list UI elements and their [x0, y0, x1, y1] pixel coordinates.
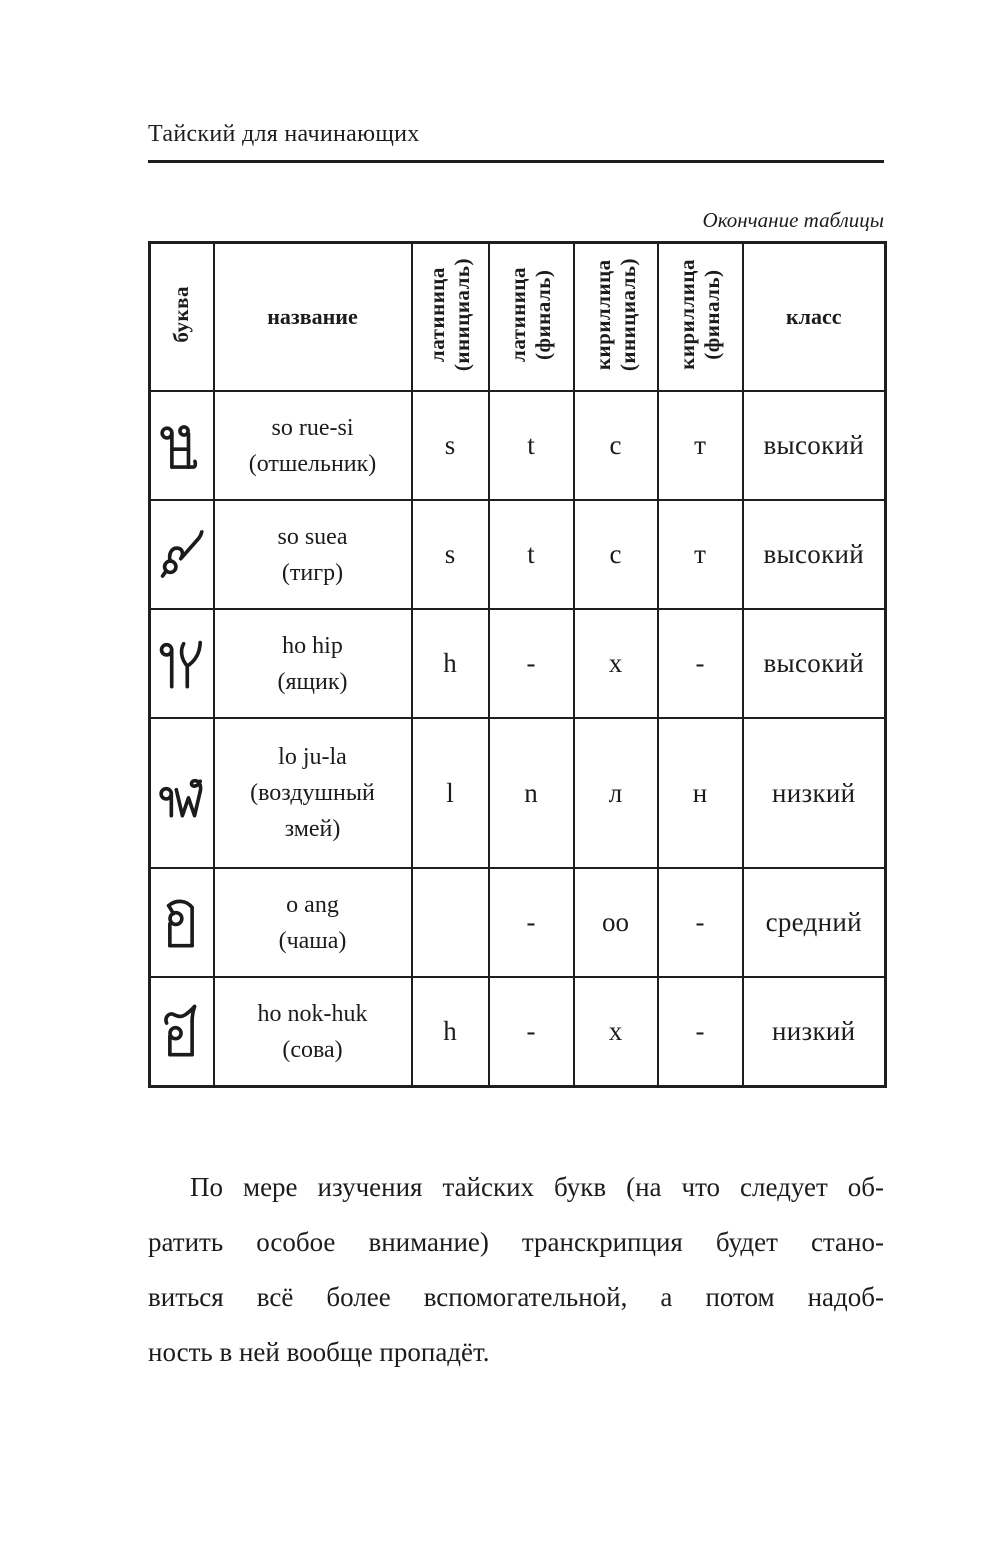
cell-latin-final: -	[489, 609, 574, 718]
running-head-rule	[148, 160, 884, 163]
cell-class: высокий	[743, 609, 886, 718]
cell-latin-initial: l	[412, 718, 489, 868]
cell-cyrillic-final: т	[658, 500, 743, 609]
col-header-latin-final	[489, 243, 574, 392]
cell-class: высокий	[743, 500, 886, 609]
cell-class: низкий	[743, 977, 886, 1087]
cell-latin-final: t	[489, 391, 574, 500]
cell-cyrillic-initial: х	[574, 977, 658, 1087]
name-line: (сова)	[282, 1036, 343, 1063]
col-header-cyrillic-initial	[574, 243, 658, 392]
thai-letter-lo-chula-glyph	[156, 759, 208, 827]
cell-cyrillic-final: -	[658, 977, 743, 1087]
consonant-table	[148, 241, 887, 1088]
col-header-cyrillic-initial-line2: (инициаль)	[615, 257, 640, 372]
cell-letter	[150, 718, 214, 868]
cell-latin-initial	[412, 868, 489, 977]
cell-latin-initial: s	[412, 500, 489, 609]
col-header-latin-initial-line2: (инициаль)	[450, 257, 474, 372]
col-header-cyrillic-final-line2: (финаль)	[700, 269, 724, 360]
table-row	[150, 718, 886, 868]
running-head-title: Тайский для начинающих	[148, 121, 420, 147]
name-line: (чаша)	[278, 927, 347, 954]
table-row	[150, 391, 886, 500]
cell-cyrillic-initial: с	[574, 391, 658, 500]
name-line: so rue-si	[271, 414, 354, 441]
cell-name	[214, 391, 412, 500]
cell-name	[214, 609, 412, 718]
name-line: so suea	[277, 523, 348, 550]
table-header-row	[150, 243, 886, 392]
cell-name	[214, 977, 412, 1087]
cell-cyrillic-initial: х	[574, 609, 658, 718]
paragraph-line: ность в ней вообще пропадёт.	[148, 1337, 490, 1367]
cell-cyrillic-initial: л	[574, 718, 658, 868]
cell-cyrillic-initial: с	[574, 500, 658, 609]
cell-name	[214, 718, 412, 868]
cell-name	[214, 868, 412, 977]
cell-letter	[150, 500, 214, 609]
thai-letter-ho-hip-glyph	[156, 630, 208, 698]
thai-letter-ho-nokhuk-glyph	[156, 998, 208, 1066]
paragraph-line: виться всё более вспомогательной, а потом надоб-	[148, 1282, 884, 1312]
col-header-latin-initial	[412, 243, 489, 392]
thai-letter-so-rue-si-glyph	[156, 412, 208, 480]
table-row	[150, 977, 886, 1087]
cell-class: средний	[743, 868, 886, 977]
name-line: (ящик)	[277, 668, 348, 695]
cell-class: низкий	[743, 718, 886, 868]
thai-letter-so-suea-glyph	[156, 521, 208, 589]
table-row	[150, 868, 886, 977]
name-line: (отшельник)	[248, 450, 377, 477]
paragraph-line: ратить особое внимание) транскрипция будет стано-	[148, 1227, 884, 1257]
cell-latin-final: -	[489, 868, 574, 977]
cell-letter	[150, 609, 214, 718]
name-line: (тигр)	[281, 559, 344, 586]
cell-cyrillic-final: т	[658, 391, 743, 500]
body-paragraph	[148, 1160, 884, 1380]
cell-latin-initial: s	[412, 391, 489, 500]
cell-cyrillic-final: -	[658, 868, 743, 977]
cell-latin-final: -	[489, 977, 574, 1087]
cell-class: высокий	[743, 391, 886, 500]
col-header-cyrillic-initial-line1: кириллица	[590, 259, 615, 370]
col-header-name: название	[214, 243, 412, 392]
col-header-cyrillic-final-line1: кириллица	[675, 259, 700, 370]
name-line: o ang	[286, 891, 339, 918]
col-header-latin-final-line1: латиница	[506, 267, 531, 362]
col-header-latin-final-line2: (финаль)	[531, 269, 555, 360]
cell-cyrillic-initial: оо	[574, 868, 658, 977]
name-line: ho hip	[282, 632, 343, 659]
col-header-latin-initial-line1: латиница	[425, 267, 450, 362]
cell-cyrillic-final: -	[658, 609, 743, 718]
table-row	[150, 609, 886, 718]
paragraph-line: По мере изучения тайских букв (на что следует об-	[190, 1172, 884, 1202]
name-line: ho nok-huk	[257, 1000, 368, 1027]
col-header-letter-label: буква	[169, 286, 194, 343]
cell-latin-initial: h	[412, 977, 489, 1087]
name-line: змей)	[284, 816, 341, 842]
name-line: (воздушный	[250, 780, 375, 806]
cell-letter	[150, 868, 214, 977]
cell-latin-initial: h	[412, 609, 489, 718]
col-header-cyrillic-final	[658, 243, 743, 392]
cell-cyrillic-final: н	[658, 718, 743, 868]
col-header-letter	[150, 243, 214, 392]
cell-name	[214, 500, 412, 609]
cell-letter	[150, 391, 214, 500]
cell-letter	[150, 977, 214, 1087]
col-header-class: класс	[743, 243, 886, 392]
cell-latin-final: n	[489, 718, 574, 868]
table-caption: Окончание таблицы	[702, 208, 884, 232]
cell-latin-final: t	[489, 500, 574, 609]
thai-letter-o-ang-glyph	[156, 889, 208, 957]
name-line: lo ju-la	[278, 744, 347, 770]
table-row	[150, 500, 886, 609]
